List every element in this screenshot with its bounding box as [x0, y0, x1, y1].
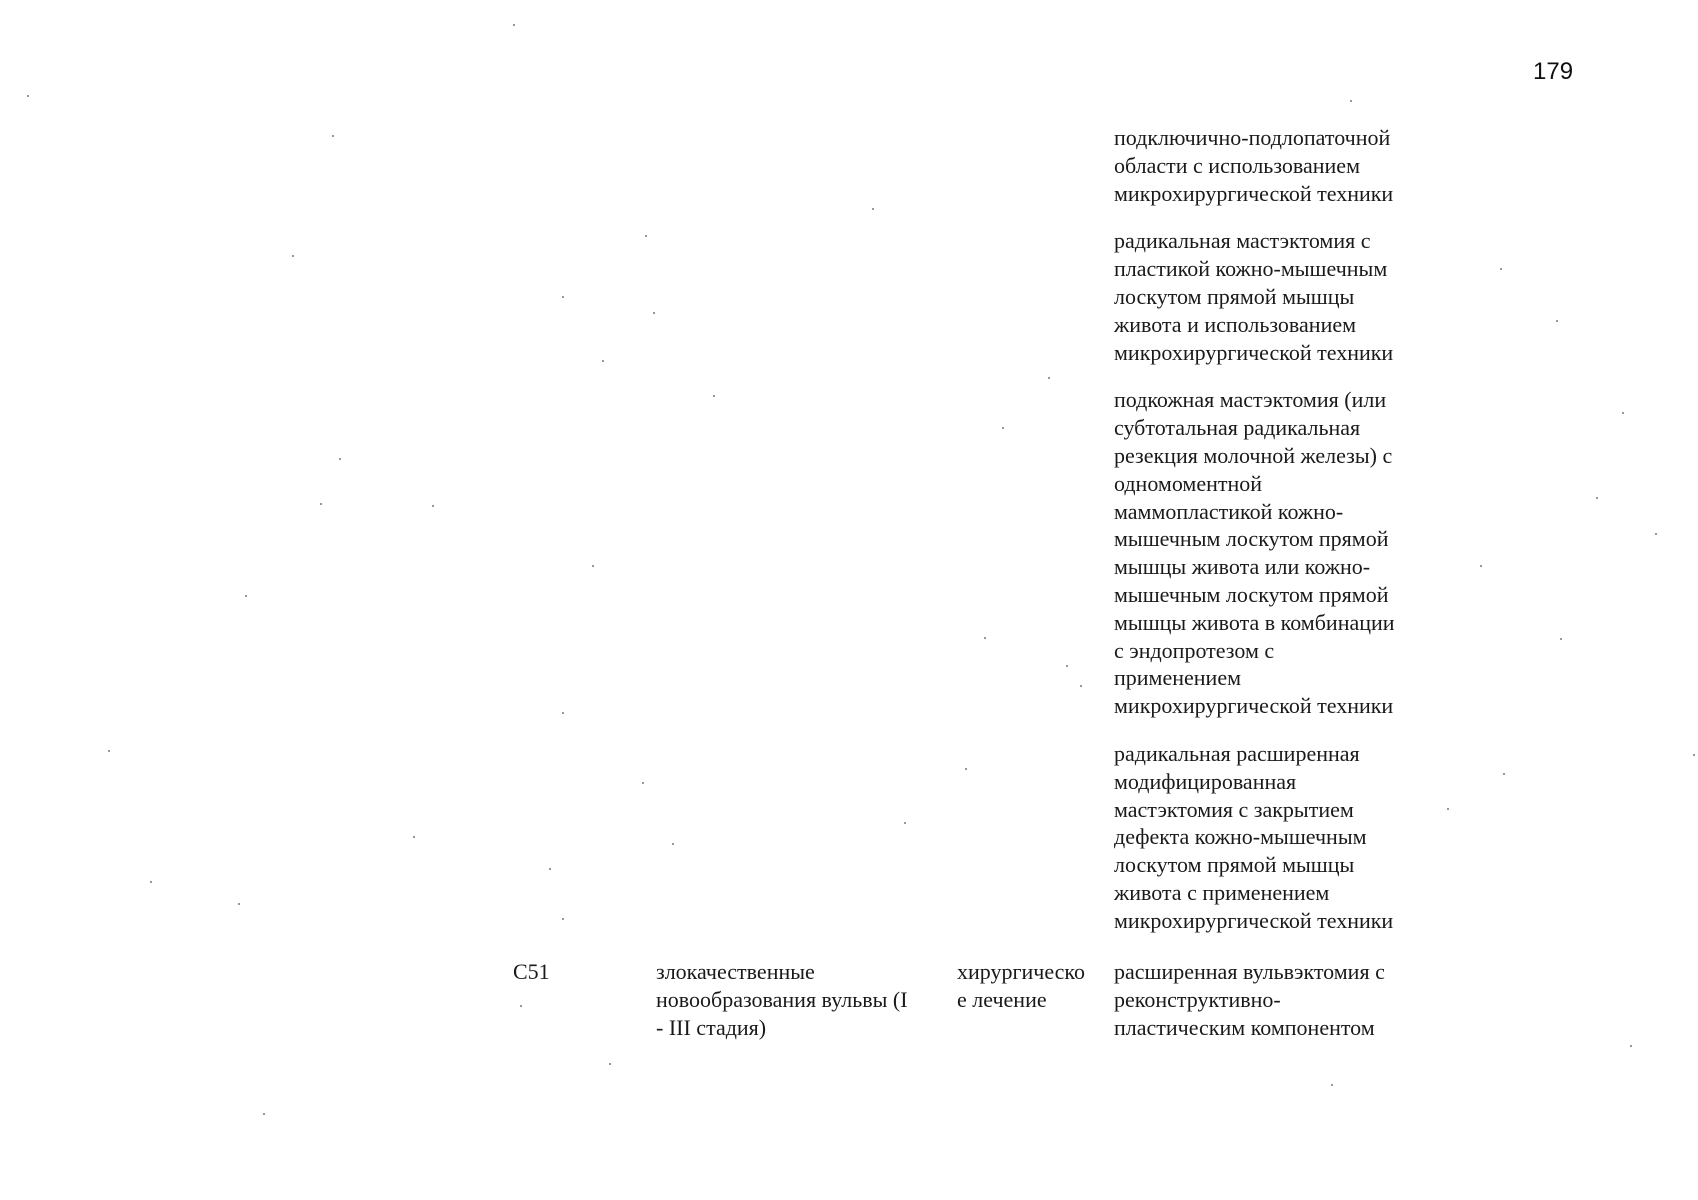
page-number: 179: [1533, 58, 1574, 85]
icd-code: C51: [513, 959, 550, 984]
procedures-column: [1114, 124, 1444, 955]
diagnosis-text: злокачественные новообразования вульвы (I - III стадия): [656, 959, 908, 1040]
treatment-method: расширенная вульвэктомия с реконструктивно- пластическим компонентом: [1114, 959, 1385, 1040]
procedure-item: подкожная мастэктомия (или субтотальная радикальная резекция молочной железы) с одномоментной маммопластикой кожно- мышечным лоскутом прямой мышцы живота или кожно- мышечным лоскутом прямой мышцы живота в комбинации с эндопротезом с применением микрохирургической техники: [1114, 387, 1395, 719]
procedure-item: подключично-подлопаточной области с использованием микрохирургической техники: [1114, 125, 1394, 206]
treatment-type: хирургическо е лечение: [957, 959, 1085, 1012]
procedure-item: радикальная мастэктомия с пластикой кожно-мышечным лоскутом прямой мышцы живота и использованием микрохирургической техники: [1114, 228, 1394, 365]
procedure-item: радикальная расширенная модифицированная мастэктомия с закрытием дефекта кожно-мышечным лоскутом прямой мышцы живота с применением микрохирургической техники: [1114, 740, 1394, 933]
